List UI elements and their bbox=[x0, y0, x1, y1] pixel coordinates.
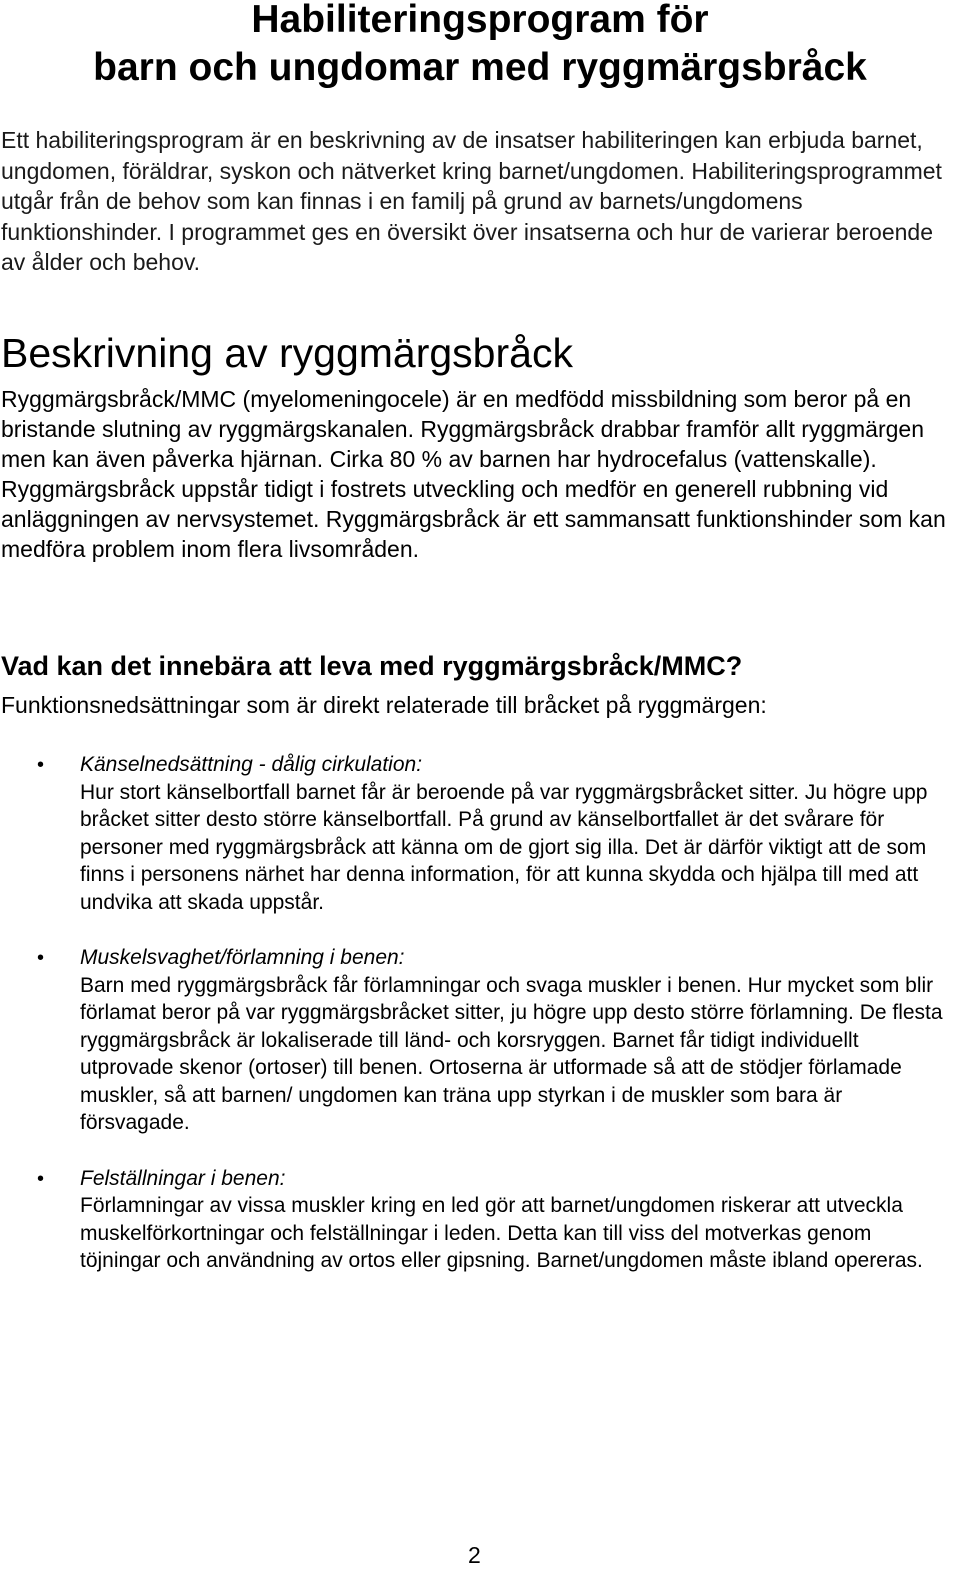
list-item bbox=[0, 1165, 950, 1275]
description-paragraph: Ryggmärgsbråck/MMC (myelomeningocele) är en medfödd missbildning som beror på en bristande slutning av ryggmärgskanalen. Ryggmärgsbråck drabbar framför allt ryggmärgen men kan även påverka hjärnan. Cirka 80 % av barnen har hydrocefalus (vattenskalle). Ryggmärgsbråck uppstår tidigt i fostrets utveckling och medför en generell rubbning vid anläggningen av nervsystemet. Ryggmärgsbråck är ett sammansatt funktionshinder som kan medföra problem inom flera livsområden. bbox=[1, 386, 946, 562]
bullet-icon: • bbox=[37, 1167, 45, 1190]
bullet-icon: • bbox=[37, 947, 45, 969]
list-item-subheading: Känselnedsättning - dålig cirkulation: bbox=[80, 753, 423, 776]
bullet-list bbox=[0, 751, 960, 1275]
list-item-subheading: Felställningar i benen: bbox=[80, 1166, 286, 1190]
list-item-body: Hur stort känselbortfall barnet får är beroende på var ryggmärgsbråcket sitter. Ju högre upp bråcket sitter desto större känselbortfall. På grund av känselbortfallet är det svårare för personer med ryggmärgsbråck att känna om de gjort sig illa. Det är därför viktigt att de som finns i personens närhet har denna information, för att kunna skydda och hjälpa till med att undvika att skada uppstår. bbox=[80, 780, 928, 914]
list-item bbox=[0, 751, 950, 916]
page-number: 2 bbox=[468, 1542, 481, 1568]
lead-paragraph: Funktionsnedsättningar som är direkt relaterade till bråcket på ryggmärgen: bbox=[1, 692, 767, 718]
section-heading-description: Beskrivning av ryggmärgsbråck bbox=[1, 330, 573, 376]
list-item-body: Barn med ryggmärgsbråck får förlamningar och svaga muskler i benen. Hur mycket som blir förlamat beror på var ryggmärgsbråcket sitter, ju högre upp desto större förlamning. De flesta ryggmärgsbråck är lokaliserade till länd- och korsryggen. Barnet får tidigt individuellt utprovade skenor (ortoser) till benen. Ortoserna är utformade så att de stödjer förlamade muskler, så att barnen/ ungdomen kan träna upp styrkan i de muskler som bara är försvagade. bbox=[80, 973, 943, 1134]
list-item bbox=[0, 944, 950, 1137]
bullet-icon: • bbox=[37, 754, 45, 776]
page-title bbox=[0, 0, 960, 92]
section-heading-living: Vad kan det innebära att leva med ryggmärgsbråck/MMC? bbox=[1, 651, 743, 681]
title-line-1: Habiliteringsprogram för bbox=[251, 0, 709, 41]
intro-paragraph: Ett habiliteringsprogram är en beskrivning av de insatser habiliteringen kan erbjuda barnet, ungdomen, föräldrar, syskon och nätverket kring barnet/ungdomen. Habiliteringsprogrammet utgår från de behov som kan finnas i en familj på grund av barnets/ungdomens funktionshinder. I programmet ges en översikt över insatserna och hur de varierar beroende av ålder och behov. bbox=[1, 127, 942, 275]
list-item-body: Förlamningar av vissa muskler kring en led gör att barnet/ungdomen riskerar att utveckla muskelförkortningar och felställningar i leden. Detta kan till viss del motverkas genom töjningar och användning av ortos eller gipsning. Barnet/ungdomen måste ibland opereras. bbox=[80, 1194, 923, 1272]
title-line-2: barn och ungdomar med ryggmärgsbråck bbox=[93, 46, 867, 89]
list-item-subheading: Muskelsvaghet/förlamning i benen: bbox=[80, 946, 405, 969]
